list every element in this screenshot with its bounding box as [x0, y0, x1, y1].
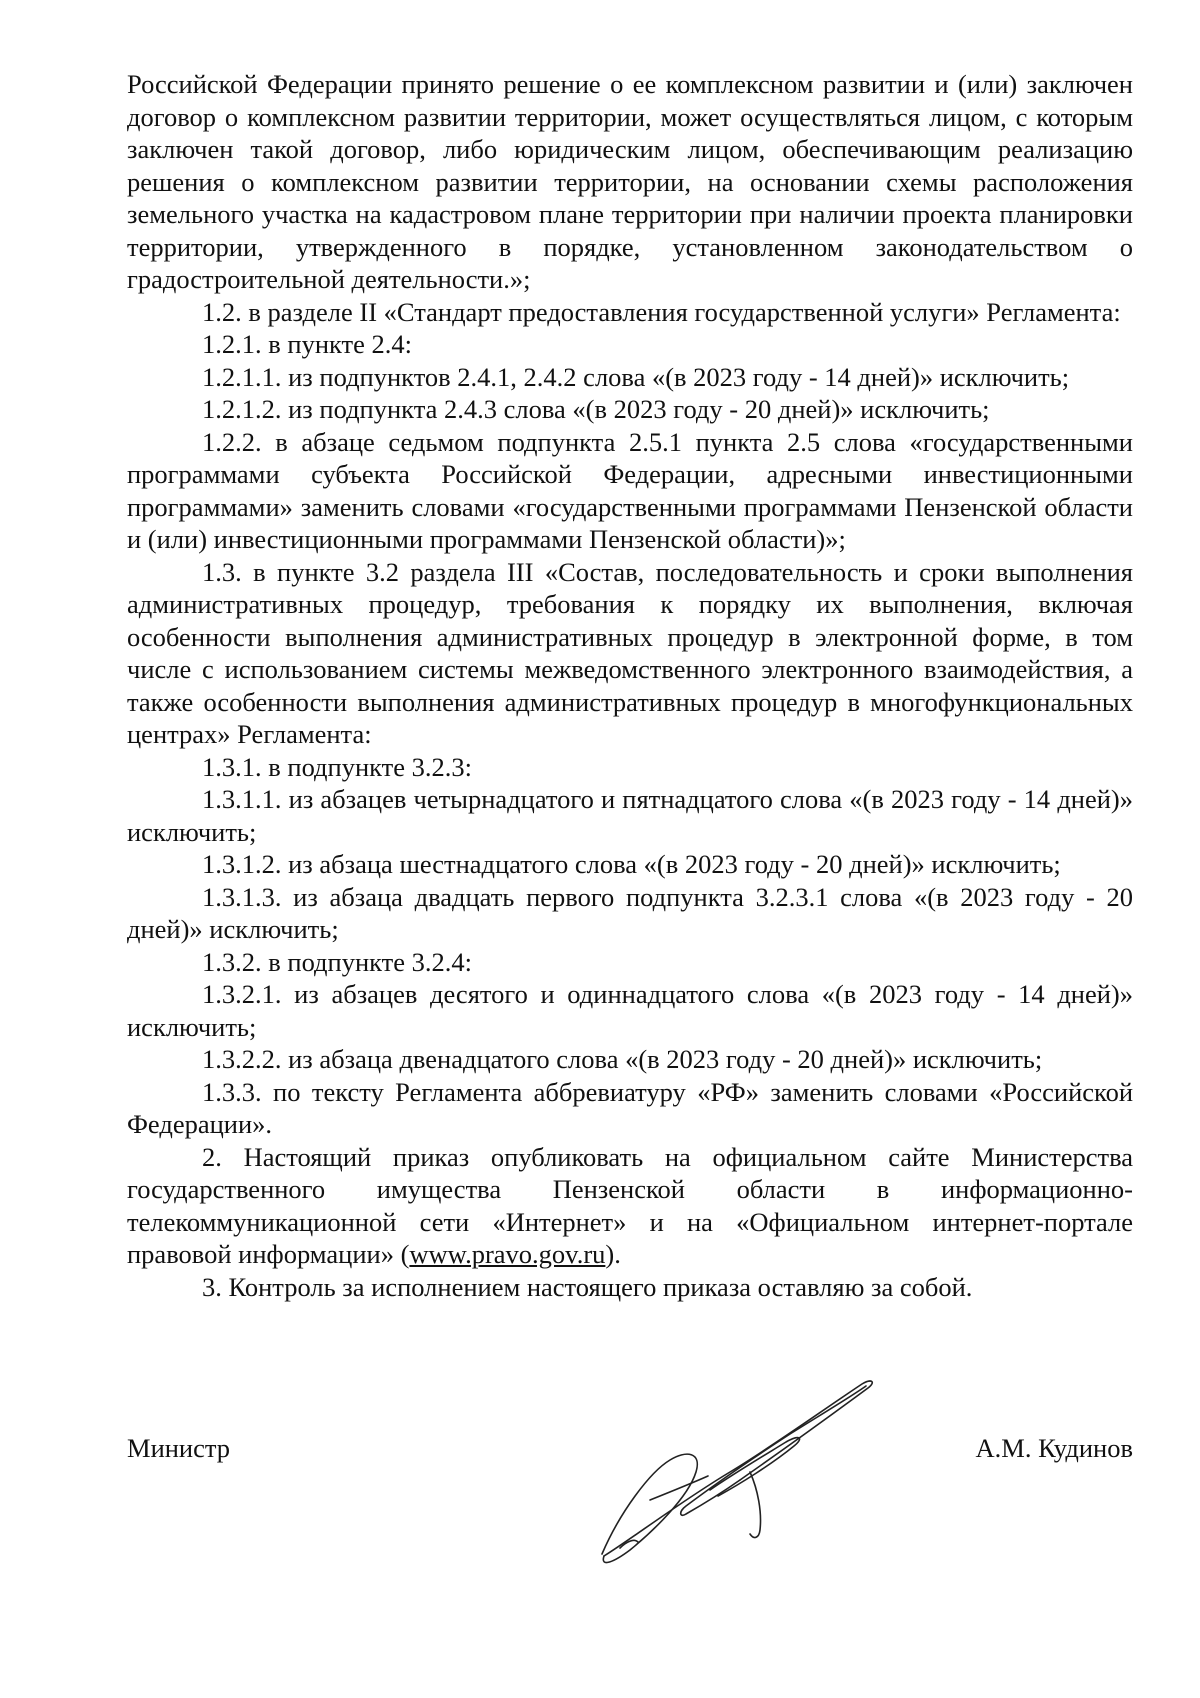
paragraph-1-2-2: 1.2.2. в абзаце седьмом подпункта 2.5.1 пункта 2.5 слова «государственными программами субъекта Российской Федерации, адресными инвестиционными программами» заменить словами «государственными программами Пензенской области и (или) инвестиционными программами Пензенской области)»; — [127, 426, 1133, 554]
paragraph-2 — [127, 1141, 1133, 1271]
handwritten-signature — [590, 1372, 880, 1572]
paragraph-1-3: 1.3. в пункте 3.2 раздела III «Состав, последовательность и сроки выполнения административных процедур, требования к порядку их выполнения, включая особенности выполнения административных процедур в электронной форме, в том числе с использованием системы межведомственного электронного взаимодействия, а также особенности выполнения административных процедур в многофункциональных центрах» Регламента: — [127, 556, 1133, 749]
paragraph-1-2: 1.2. в разделе II «Стандарт предоставления государственной услуги» Регламента: — [202, 296, 1121, 327]
signatory-title: Министр — [127, 1433, 231, 1463]
paragraph-1-2-1-1: 1.2.1.1. из подпунктов 2.4.1, 2.4.2 слова «(в 2023 году - 14 дней)» исключить; — [202, 361, 1070, 392]
paragraph-1-3-1-2: 1.3.1.2. из абзаца шестнадцатого слова «(в 2023 году - 20 дней)» исключить; — [202, 849, 1061, 879]
paragraph-2-end: ). — [605, 1239, 621, 1269]
paragraph-1-3-1-1: 1.3.1.1. из абзацев четырнадцатого и пятнадцатого слова «(в 2023 году - 14 дней)» исключить; — [127, 784, 1133, 847]
paragraph-1-3-3: 1.3.3. по тексту Регламента аббревиатуру «РФ» заменить словами «Российской Федерации». — [127, 1076, 1133, 1139]
document-body — [127, 68, 1133, 1303]
paragraph-1-3-1: 1.3.1. в подпункте 3.2.3: — [202, 751, 473, 782]
paragraph-1-3-1-3: 1.3.1.3. из абзаца двадцать первого подпункта 3.2.3.1 слова «(в 2023 году - 20 дней)» исключить; — [127, 881, 1133, 944]
pravo-link[interactable]: www.pravo.gov.ru — [409, 1239, 606, 1269]
signatory-name: А.М. Кудинов — [975, 1433, 1133, 1463]
paragraph-2-text: 2. Настоящий приказ опубликовать на официальном сайте Министерства государственного имущества Пензенской области в информационно-телекоммуникационной сети «Интернет» и на «Официальном интернет-портале правовой информации» ( — [127, 1141, 1133, 1269]
paragraph-1-2-1: 1.2.1. в пункте 2.4: — [202, 329, 412, 359]
paragraph-3: 3. Контроль за исполнением настоящего приказа оставляю за собой. — [202, 1271, 973, 1302]
paragraph-1-2-1-2: 1.2.1.2. из подпункта 2.4.3 слова «(в 2023 году - 20 дней)» исключить; — [202, 394, 990, 424]
paragraph-1-3-2-1: 1.3.2.1. из абзацев десятого и одиннадцатого слова «(в 2023 году - 14 дней)» исключить; — [127, 979, 1133, 1042]
paragraph-continuation: Российской Федерации принято решение о ее комплексном развитии и (или) заключен договор о комплексном развитии территории, может осуществляться лицом, с которым заключен такой договор, либо юридическим лицом, обеспечивающим реализацию решения о комплексном развитии территории, на основании схемы расположения земельного участка на кадастровом плане территории при наличии проекта планировки территории, утвержденного в порядке, установленном законодательством о градостроительной деятельности.»; — [127, 69, 1133, 294]
paragraph-1-3-2-2: 1.3.2.2. из абзаца двенадцатого слова «(в 2023 году - 20 дней)» исключить; — [202, 1044, 1043, 1074]
paragraph-1-3-2: 1.3.2. в подпункте 3.2.4: — [202, 946, 473, 977]
